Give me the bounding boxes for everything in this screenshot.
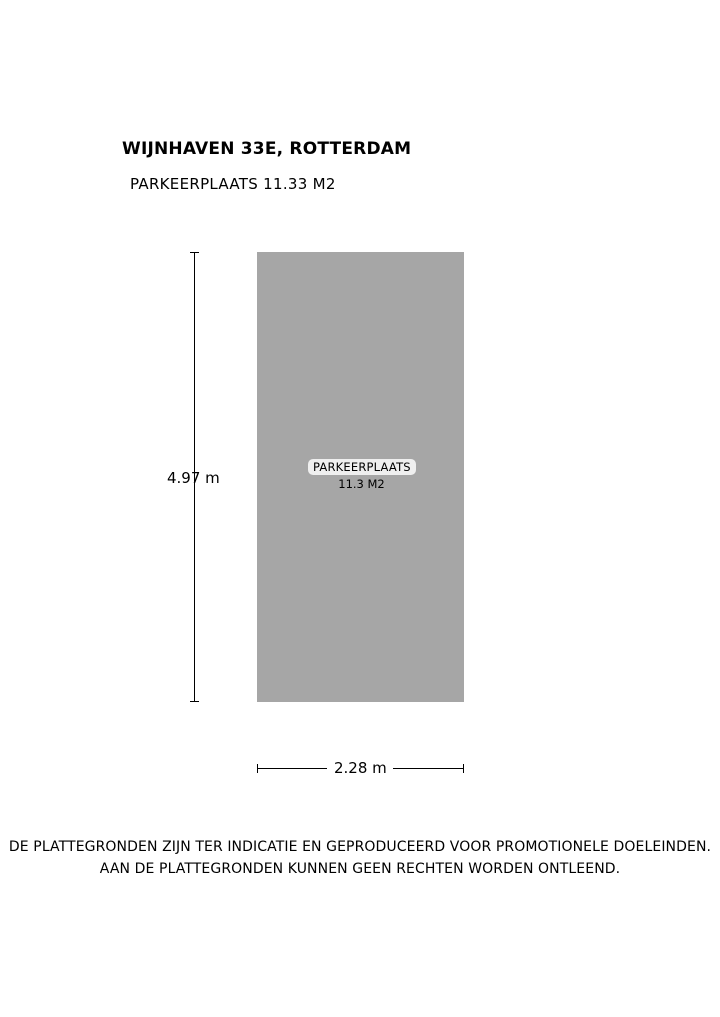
width-dimension-cap-right	[463, 764, 464, 773]
property-address-title: WIJNHAVEN 33E, ROTTERDAM	[122, 139, 412, 159]
room-area: 11.3 M2	[338, 477, 385, 491]
room-name: PARKEERPLAATS	[308, 459, 416, 475]
floor-area-subtitle: PARKEERPLAATS 11.33 M2	[130, 175, 336, 193]
width-dimension-line-left	[257, 768, 327, 769]
height-dimension-cap-top	[190, 252, 199, 253]
width-dimension-line-right	[393, 768, 464, 769]
disclaimer	[0, 836, 720, 880]
width-dimension-label: 2.28 m	[334, 759, 387, 777]
height-dimension-label: 4.97 m	[167, 469, 220, 487]
height-dimension-cap-bottom	[190, 701, 199, 702]
disclaimer-line-1: DE PLATTEGRONDEN ZIJN TER INDICATIE EN GEPRODUCEERD VOOR PROMOTIONELE DOELEINDEN.	[8, 839, 712, 855]
disclaimer-line-2: AAN DE PLATTEGRONDEN KUNNEN GEEN RECHTEN WORDEN ONTLEEND.	[99, 861, 621, 877]
room-label	[308, 456, 415, 491]
